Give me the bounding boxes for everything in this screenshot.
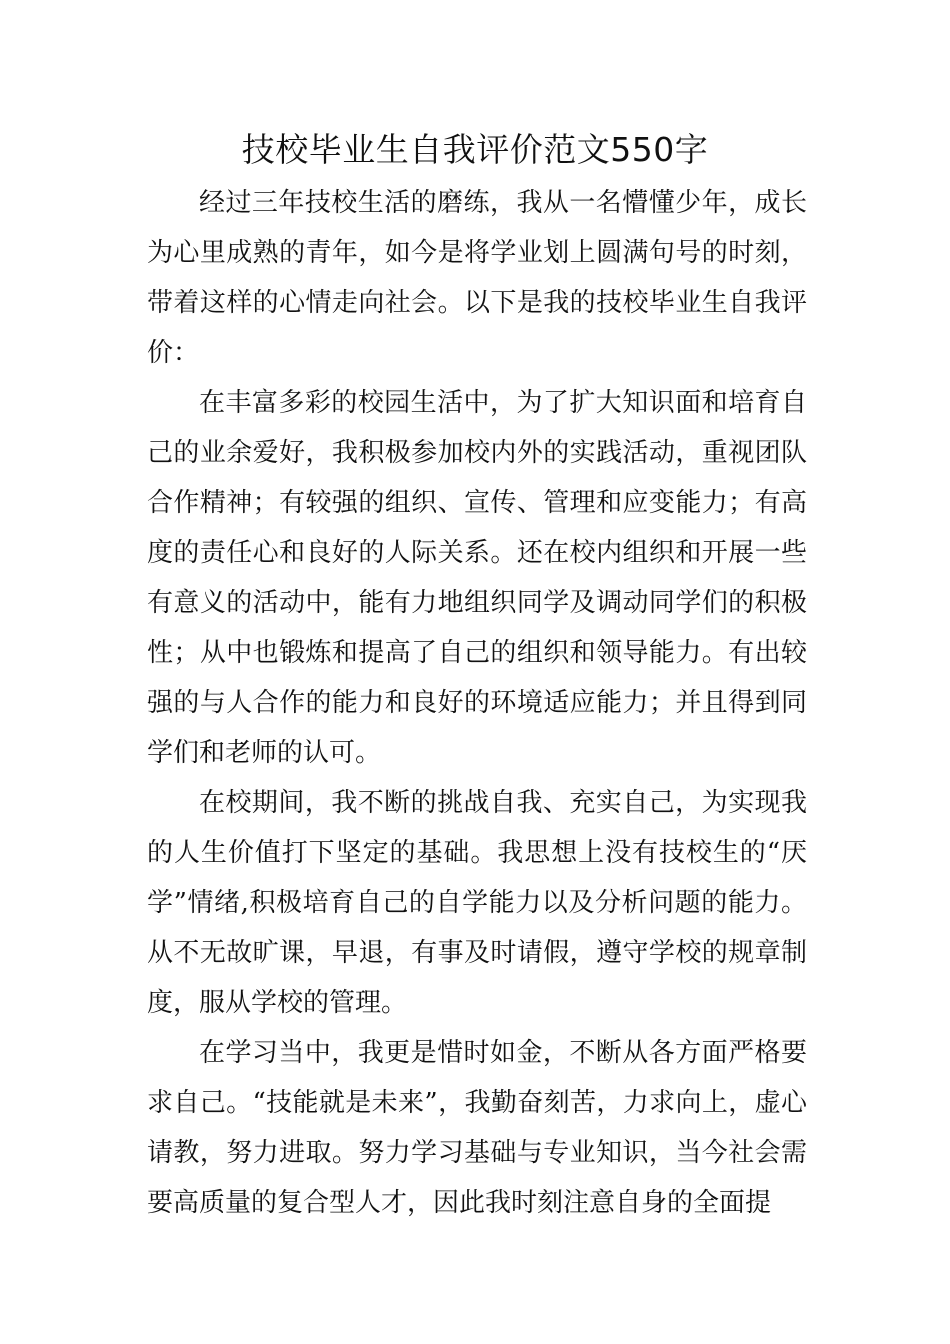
document-title: 技校毕业生自我评价范文550字 (241, 130, 709, 169)
paragraph-intro: 经过三年技校生活的磨练，我从一名懵懂少年，成长为心里成熟的青年，如今是将学业划上圆满句号的时刻，带着这样的心情走向社会。以下是我的技校毕业生自我评价： (147, 188, 807, 368)
paragraph-study: 在学习当中，我更是惜时如金，不断从各方面严格要求自己。“技能就是未来”，我勤奋刻苦，力求向上，虚心请教，努力进取。努力学习基础与专业知识，当今社会需要高质量的复合型人才，因此我时刻注意自身的全面提 (147, 1038, 807, 1218)
document-body (147, 178, 807, 1228)
paragraph-school-period: 在校期间，我不断的挑战自我、充实自己，为实现我的人生价值打下坚定的基础。我思想上没有技校生的“厌学”情绪,积极培育自己的自学能力以及分析问题的能力。从不无故旷课，早退，有事及时请假，遵守学校的规章制度，服从学校的管理。 (147, 788, 807, 1018)
paragraph-campus-life: 在丰富多彩的校园生活中，为了扩大知识面和培育自己的业余爱好，我积极参加校内外的实践活动，重视团队合作精神；有较强的组织、宣传、管理和应变能力；有高度的责任心和良好的人际关系。还在校内组织和开展一些有意义的活动中，能有力地组织同学及调动同学们的积极性；从中也锻炼和提高了自己的组织和领导能力。有出较强的与人合作的能力和良好的环境适应能力；并且得到同学们和老师的认可。 (147, 388, 807, 768)
